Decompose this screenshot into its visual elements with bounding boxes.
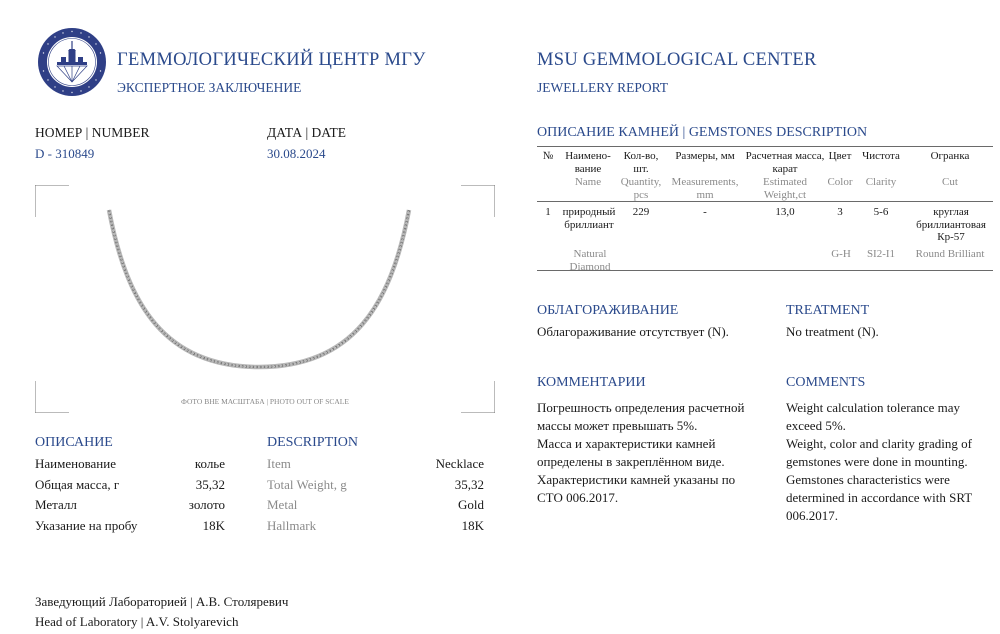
comments-heading-en: COMMENTS [786,375,866,390]
description-label-ru: Металл [35,497,77,512]
description-label-ru: Общая масса, г [35,477,120,492]
col-header-measurements: Размеры, мм [675,150,735,162]
signature-line-en: Head of Laboratory | A.V. Stolyarevich [35,614,239,629]
cell-weight: 13,0 [775,206,795,218]
comments-text-en [786,399,991,525]
col-header-weight-en: Estimated Weight,ct [763,176,807,201]
treatment-text-ru: Облагораживание отсутствует (N). [537,324,729,339]
necklace-image [109,210,409,367]
report-number-label: НОМЕР | NUMBER [35,125,150,140]
comment-line: Характеристики камней указаны по СТО 006.2017. [537,472,736,505]
gemstones-heading: ОПИСАНИЕ КАМНЕЙ | GEMSTONES DESCRIPTION [537,125,868,140]
col-header-cut-en: Cut [942,176,958,188]
col-header-measurements-en: Measurements, mm [671,176,739,201]
cell-clarity-en: SI2-I1 [866,248,896,260]
col-header-quantity: Кол-во, шт. [623,150,659,175]
description-label-en: Metal [267,497,298,512]
cell-color-ru: 3 [837,206,843,218]
description-value-ru: золото [188,497,225,512]
report-type-ru: ЭКСПЕРТНОЕ ЗАКЛЮЧЕНИЕ [117,80,302,95]
description-label-ru: Наименование [35,456,116,471]
photo-caption: ФОТО ВНЕ МАСШТАБА | PHOTO OUT OF SCALE [181,397,349,406]
description-label-ru: Указание на пробу [35,518,138,533]
comment-line: Масса и характеристики камней определены в закреплённом виде. [537,436,725,469]
comment-line: Погрешность определения расчетной массы может превышать 5%. [537,400,745,433]
comments-heading-ru: КОММЕНТАРИИ [537,375,646,390]
col-header-name: Наимено-вание [565,150,611,175]
org-title-en: MSU GEMMOLOGICAL CENTER [537,50,817,70]
report-date-value: 30.08.2024 [267,146,326,161]
col-header-clarity: Чистота [862,150,900,162]
signature-line-ru: Заведующий Лабораторией | А.В. Столяревич [35,594,289,609]
description-value-ru: 35,32 [195,477,225,492]
item-photo [35,185,495,413]
report-date-label: ДАТА | DATE [267,125,347,140]
cell-no: 1 [545,206,551,218]
cell-color-en: G-H [831,248,851,260]
cell-cut-en: Round Brilliant [915,248,985,260]
description-label-en: Total Weight, g [267,477,347,492]
cell-clarity-ru: 5-6 [873,206,889,218]
description-value-en: 18K [461,518,484,533]
table-rule [537,146,993,147]
report-type-en: JEWELLERY REPORT [537,80,669,95]
description-value-ru: колье [194,456,225,471]
col-header-cut: Огранка [930,150,970,162]
comment-line: Weight, color and clarity grading of gemstones were done in mounting. [786,436,972,469]
col-header-clarity-en: Clarity [865,176,897,188]
description-heading-en: DESCRIPTION [267,435,359,450]
cell-name-ru: природный бриллиант [562,206,616,231]
description-value-en: Gold [458,497,484,512]
cell-name-en: Natural Diamond [569,248,611,273]
col-header-weight: Расчетная масса, карат [745,150,825,175]
col-header-color: Цвет [828,150,852,162]
description-label-en: Hallmark [267,518,317,533]
msu-logo [37,27,107,97]
col-header-no: № [542,150,554,162]
col-header-quantity-en: Quantity, pcs [620,176,662,201]
org-title-ru: ГЕММОЛОГИЧЕСКИЙ ЦЕНТР МГУ [117,50,426,70]
treatment-heading-ru: ОБЛАГОРАЖИВАНИЕ [537,303,679,318]
description-value-en: 35,32 [454,477,484,492]
col-header-name-en: Name [574,176,602,188]
comment-line: Weight calculation tolerance may exceed 5%. [786,400,961,433]
gemstones-table [537,146,993,271]
cell-measurements: - [703,206,707,218]
treatment-heading-en: TREATMENT [786,303,870,318]
photo-frame-corners [35,185,495,413]
report-number-value: D - 310849 [35,146,95,161]
treatment-text-en: No treatment (N). [786,324,879,339]
description-value-ru: 18K [202,518,225,533]
description-value-en: Necklace [435,456,484,471]
cell-quantity: 229 [632,206,650,218]
description-label-en: Item [267,456,291,471]
comment-line: Gemstones characteristics were determined in accordance with SRT 006.2017. [786,472,972,523]
cell-cut-ru: круглая бриллиантовая Кр-57 [916,206,986,243]
comments-text-ru [537,399,762,507]
table-rule [537,201,993,202]
description-heading-ru: ОПИСАНИЕ [35,435,113,450]
col-header-color-en: Color [827,176,853,188]
